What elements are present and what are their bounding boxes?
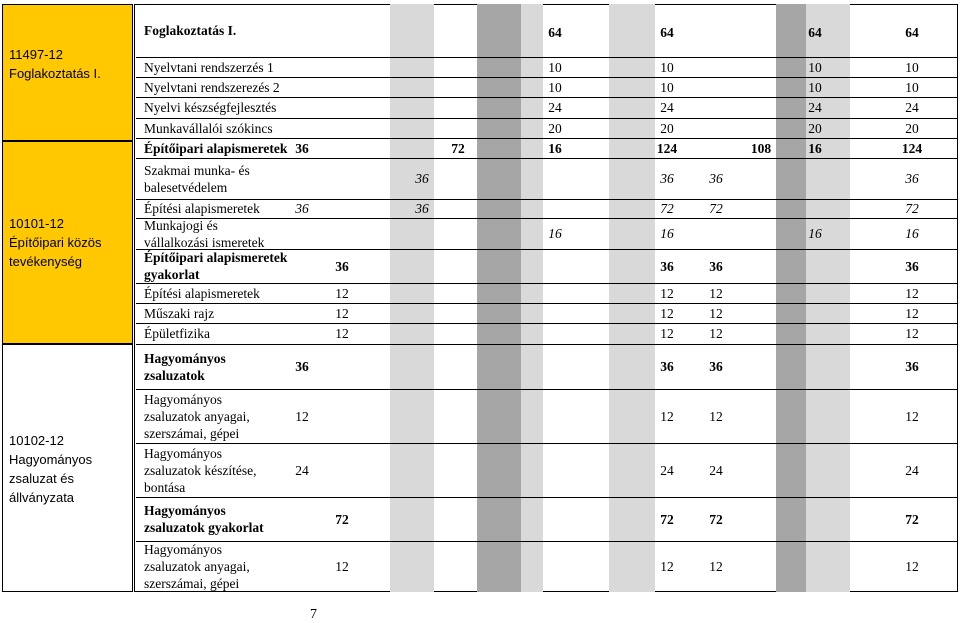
hours-value: 36 [415,201,429,216]
hours-value: 10 [660,79,674,95]
hours-value: 12 [660,305,674,321]
row-label [144,22,236,39]
row-label [144,59,274,76]
hours-value: 72 [335,511,349,527]
row-label-line: zsaluzatok anyagai, [144,559,250,574]
hours-value: 72 [709,511,723,527]
hours-value: 72 [905,511,919,527]
row-label [144,541,250,592]
row-label-line: Munkajogi és [144,217,218,233]
hours-value: 24 [905,100,919,115]
table-row [136,138,958,159]
hours-value: 16 [808,140,822,156]
hours-value: 12 [709,559,723,574]
row-label [144,391,250,442]
table-row [136,57,958,78]
table-row [136,344,958,390]
row-label-line: Munkavállalói szókincs [144,120,273,136]
hours-value: 10 [808,79,822,95]
table-row [136,97,958,119]
module-name-line: Hagyományos [9,452,93,467]
hours-value: 16 [548,140,562,156]
hours-value: 24 [808,100,822,115]
row-label-line: zsaluzatok gyakorlat [144,520,264,535]
hours-value: 72 [451,140,465,156]
table-row [136,283,958,304]
hours-value: 36 [660,171,674,186]
row-label [144,350,226,384]
row-label-line: Nyelvi készségfejlesztés [144,100,277,115]
hours-value: 12 [660,285,674,301]
row-label [144,99,276,116]
hours-value: 10 [548,79,562,95]
row-label [144,285,260,302]
hours-value: 36 [335,258,349,274]
hours-value: 16 [548,226,562,241]
row-label-line: Épületfizika [144,326,210,341]
module-code: 10102-12 [9,433,64,448]
hours-value: 12 [709,305,723,321]
table-row [136,4,958,58]
row-label-line: gyakorlat [144,267,200,282]
hours-value: 36 [660,359,674,374]
hours-value: 12 [709,408,723,424]
row-label [144,217,264,251]
hours-value: 12 [335,326,349,341]
row-label-line: Építőipari alapismeretek [144,140,288,156]
row-label-line: balesetvédelem [144,179,228,195]
module-name: Foglakoztatás I. [9,66,101,81]
hours-value: 20 [808,120,822,136]
hours-value: 124 [656,140,678,156]
module-name-line: Építőipari közös [9,235,102,250]
table-row [136,249,958,284]
hours-value: 108 [750,140,772,156]
table-row [136,303,958,324]
hours-value: 72 [660,201,674,216]
row-label-line: Foglakoztatás I. [144,23,237,38]
row-label [144,120,273,137]
module-10102-12 [2,344,133,592]
row-label-line: zsaluzatok anyagai, [144,408,250,424]
row-label-line: szerszámai, gépei [144,425,240,441]
hours-value: 20 [905,120,919,136]
hours-value: 36 [709,359,723,374]
hours-value: 12 [335,285,349,301]
hours-value: 64 [548,25,562,40]
hours-value: 36 [905,258,919,274]
hours-value: 36 [660,258,674,274]
row-label-line: szerszámai, gépei [144,576,240,591]
module-name-line: állványzata [9,490,75,505]
hours-value: 72 [660,511,674,527]
hours-value: 12 [905,285,919,301]
table-row [136,118,958,139]
module-10101-12 [2,141,133,344]
table-row [136,541,958,592]
module-name-line: zsaluzat és [9,471,75,486]
module-code: 10101-12 [9,216,64,231]
row-label [144,79,280,96]
hours-value: 10 [905,79,919,95]
hours-value: 12 [335,559,349,574]
row-label-line: Nyelvtani rendszerzés 1 [144,59,274,75]
table-row [136,77,958,98]
module-11497-12 [2,4,133,141]
page-number: 7 [310,607,317,622]
row-label-line: Műszaki rajz [144,305,215,321]
row-label-line: Hagyományos [144,445,222,461]
table-row [136,218,958,250]
hours-value: 36 [295,201,309,216]
row-label [144,162,250,196]
row-label [144,445,256,496]
hours-value: 124 [901,140,923,156]
hours-value: 16 [905,226,919,241]
hours-value: 12 [660,408,674,424]
hours-value: 64 [808,25,822,40]
row-label-line: Építési alapismeretek [144,285,260,301]
hours-value: 16 [660,226,674,241]
hours-value: 24 [295,462,309,478]
row-label-line: Hagyományos [144,391,222,407]
row-label-line: Hagyományos [144,542,222,557]
hours-value: 36 [415,171,429,186]
hours-value: 24 [905,462,919,478]
hours-value: 36 [295,359,309,374]
module-code: 11497-12 [9,47,63,62]
hours-value: 72 [905,201,919,216]
hours-value: 36 [295,140,309,156]
module-name-line: tevékenység [9,254,82,269]
hours-value: 20 [548,120,562,136]
row-label-line: Hagyományos [144,503,226,518]
row-label [144,249,287,283]
table-row [136,443,958,498]
row-label [144,305,214,322]
row-label-line: Nyelvtani rendszerezés 2 [144,79,280,95]
hours-value: 36 [905,171,919,186]
table-row [136,389,958,444]
hours-value: 64 [905,25,919,40]
hours-value: 10 [905,59,919,75]
table-row [136,158,958,200]
hours-value: 20 [660,120,674,136]
row-label [144,325,210,342]
hours-value: 24 [660,100,674,115]
hours-value: 12 [905,305,919,321]
hours-value: 64 [660,25,674,40]
hours-value: 24 [548,100,562,115]
row-label-line: zsaluzatok készítése, [144,462,257,478]
hours-value: 12 [709,326,723,341]
table-row [136,497,958,542]
hours-value: 12 [709,285,723,301]
row-label-line: Hagyományos [144,350,226,366]
row-label-line: zsaluzatok [144,367,205,383]
row-label-line: vállalkozási ismeretek [144,234,265,250]
row-label [144,502,264,536]
hours-value: 24 [709,462,723,478]
hours-value: 12 [905,408,919,424]
hours-value: 12 [660,559,674,574]
row-label-line: Szakmai munka- és [144,162,250,178]
hours-value: 24 [660,462,674,478]
hours-value: 10 [808,59,822,75]
row-label-line: Építési alapismeretek [144,201,260,216]
row-label [144,200,260,217]
row-label-line: bontása [144,479,186,495]
hours-value: 10 [660,59,674,75]
row-label-line: Építőipari alapismeretek [144,250,288,265]
hours-value: 12 [905,326,919,341]
table-row [136,323,958,345]
row-label [144,140,287,157]
hours-value: 12 [295,408,309,424]
hours-value: 36 [905,359,919,374]
hours-value: 36 [709,258,723,274]
hours-value: 36 [709,171,723,186]
hours-value: 16 [808,226,822,241]
hours-value: 10 [548,59,562,75]
hours-value: 72 [709,201,723,216]
hours-value: 12 [335,305,349,321]
hours-value: 12 [905,559,919,574]
hours-value: 12 [660,326,674,341]
